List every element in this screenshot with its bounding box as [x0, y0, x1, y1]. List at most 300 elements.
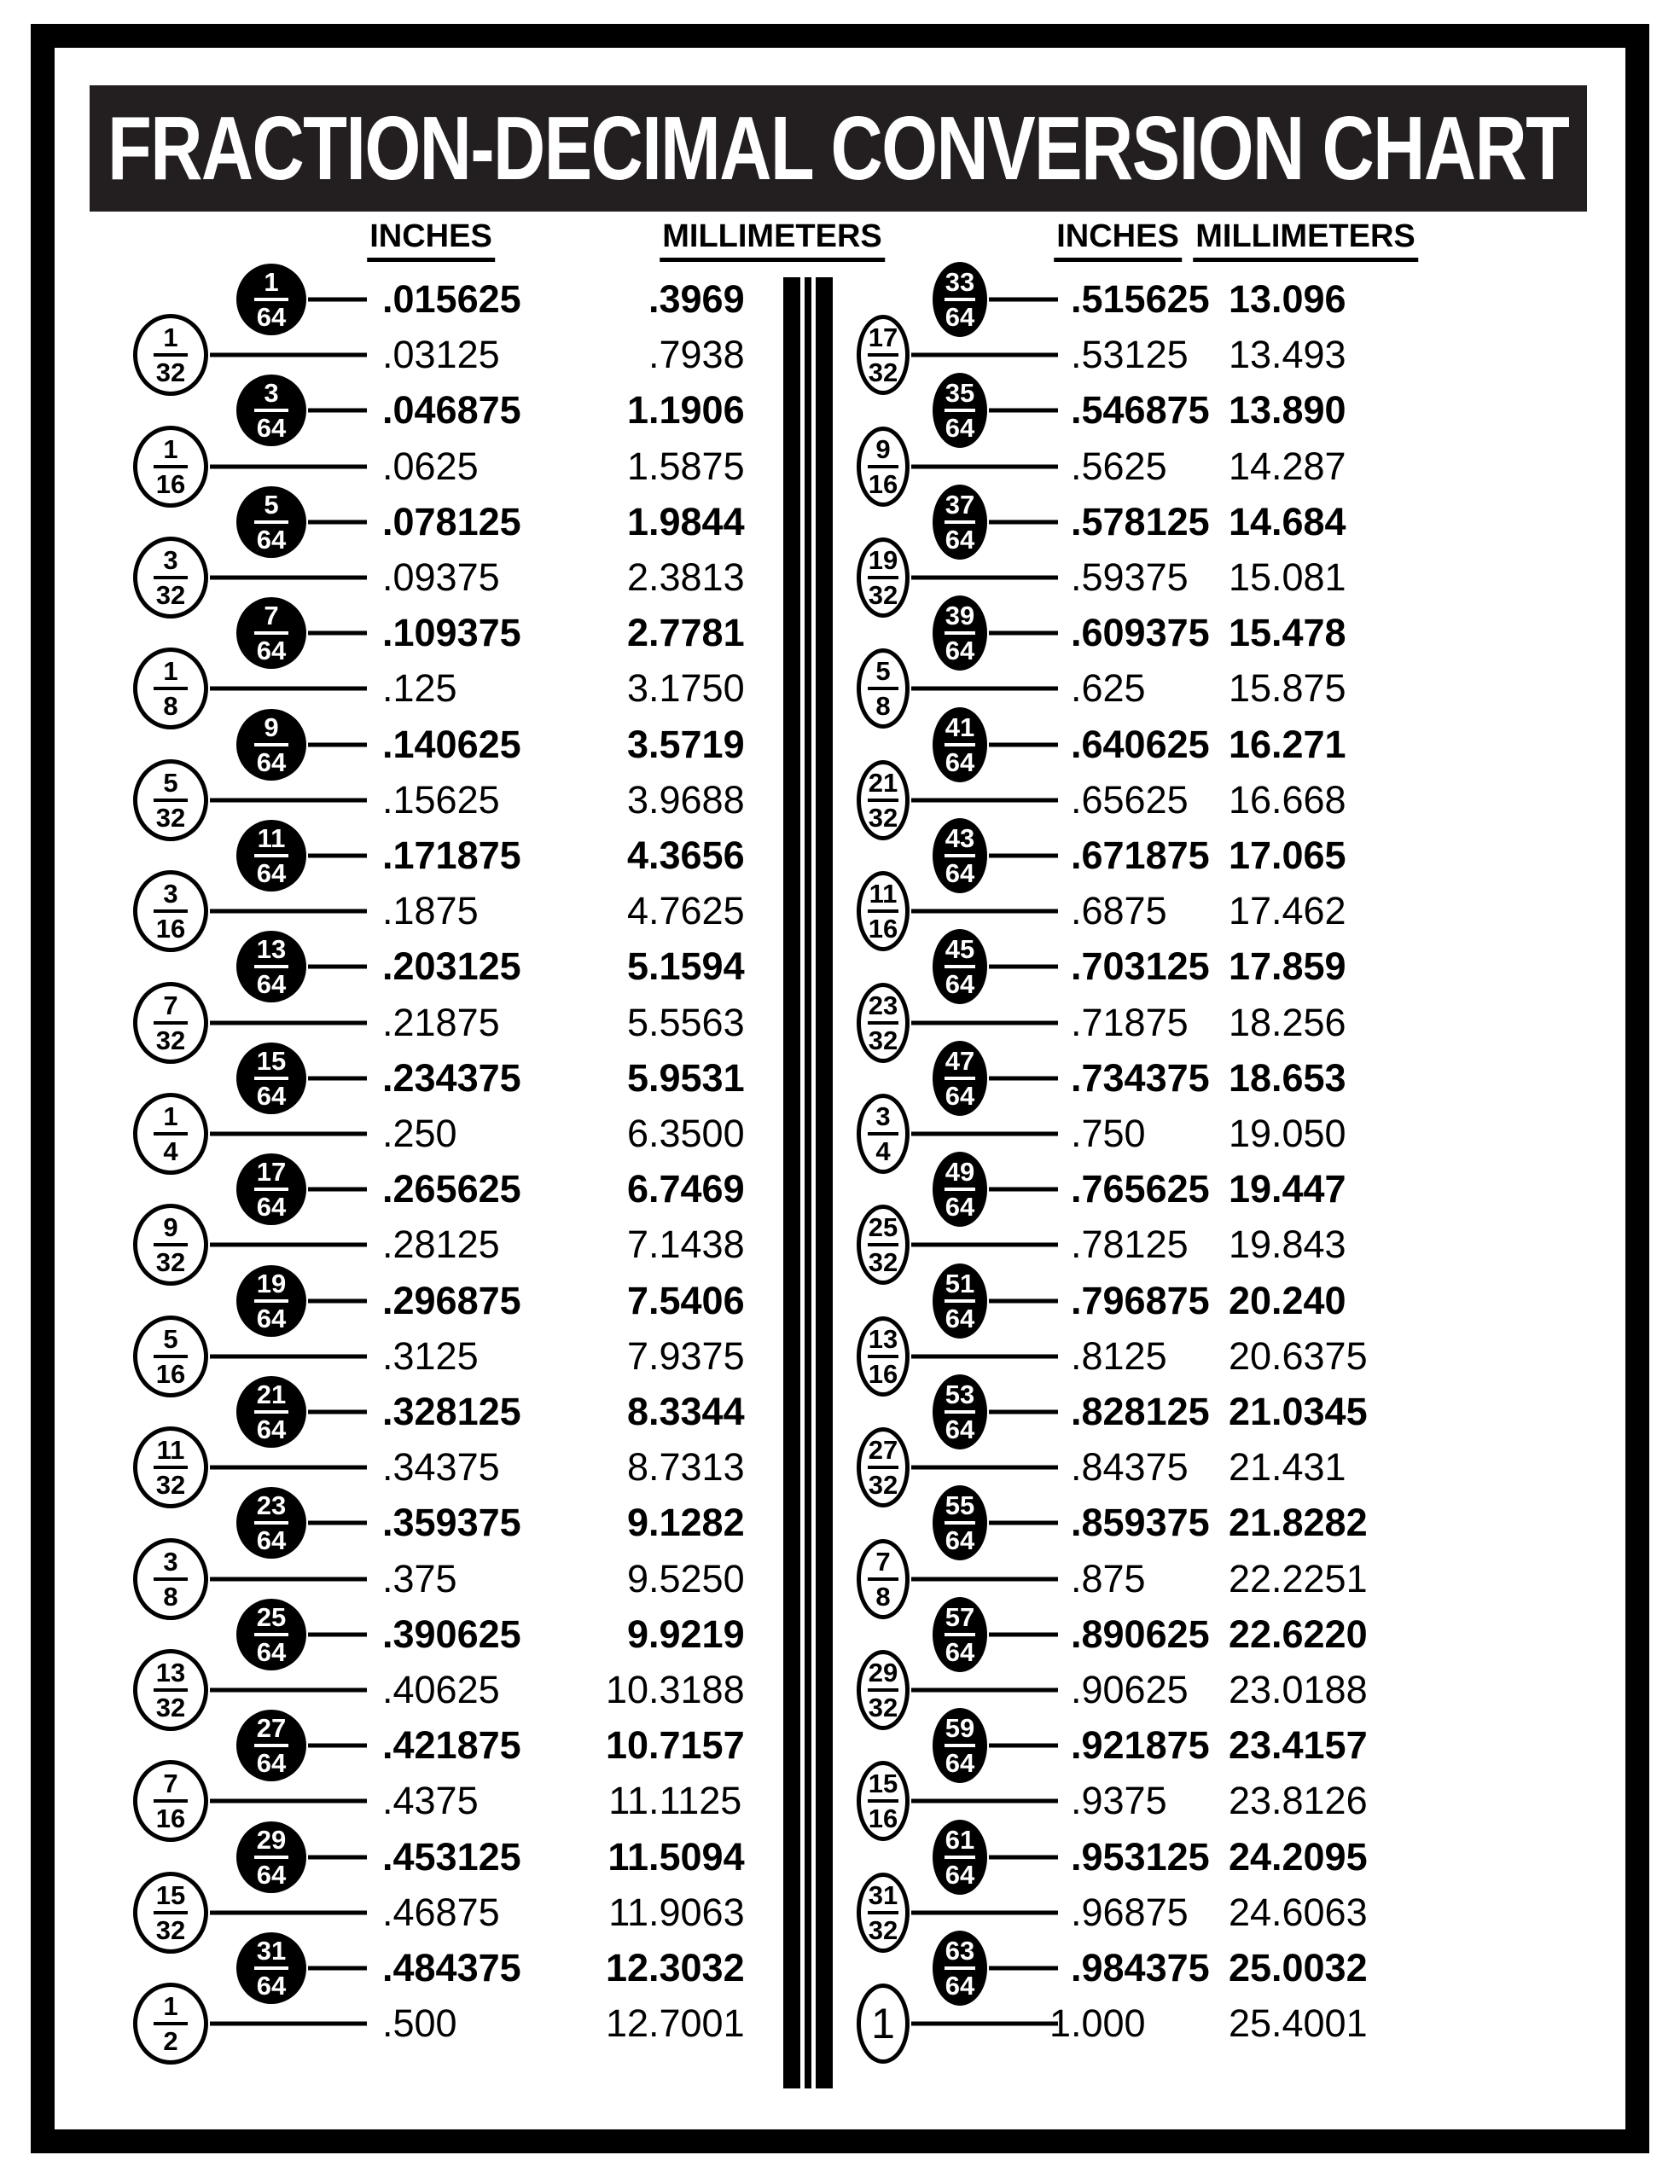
fraction-denominator: 64: [256, 1748, 287, 1779]
mm-value: 25 .4001: [1228, 2001, 1368, 2046]
fraction-numerator: 33: [945, 267, 975, 297]
inches-value: .03125: [382, 333, 500, 377]
fraction-numerator: 61: [945, 1824, 975, 1855]
fraction-denominator: 4: [163, 1136, 178, 1166]
fraction-denominator: 64: [256, 413, 287, 444]
fraction-denominator: 64: [945, 1636, 975, 1667]
mm-value: 3 .1750: [626, 666, 745, 711]
mm-value-integer-part: 19: [1228, 1167, 1271, 1211]
inches-value: .296875: [382, 1278, 521, 1322]
fraction-numerator: 15: [868, 1769, 898, 1799]
fraction-numerator: 13: [155, 1658, 186, 1687]
fraction-bar: [868, 687, 898, 690]
mm-value: 1 .5875: [626, 444, 745, 488]
fraction-numerator: 7: [264, 601, 279, 631]
fraction-numerator: 1: [163, 656, 178, 687]
connector-line: [911, 1020, 1058, 1025]
fraction-denominator: 32: [868, 357, 898, 388]
fraction-denominator: 64: [256, 302, 287, 332]
fraction-numerator: 21: [868, 767, 898, 798]
connector-line: [911, 909, 1058, 914]
fraction-bar: [868, 1466, 898, 1469]
mm-value: 7 .9375: [626, 1333, 745, 1378]
fraction-denominator: 32: [155, 1247, 186, 1278]
mm-value-integer-part: 5: [626, 1000, 648, 1044]
fraction-bar: [868, 353, 898, 357]
fraction-denominator: 32: [868, 580, 898, 610]
fraction-denominator: 32: [868, 802, 898, 833]
fraction-numerator: 19: [256, 1268, 287, 1298]
fraction-bar: [868, 1799, 898, 1803]
mm-value: .3969: [648, 277, 745, 321]
fraction-numerator: 9: [875, 433, 891, 464]
inches-value: .796875: [1071, 1278, 1210, 1322]
fraction-denominator: 32: [868, 1470, 898, 1501]
mm-value-integer-part: 11: [608, 1779, 648, 1823]
inches-value: .46875: [382, 1890, 500, 1934]
fraction-bar: [945, 1077, 975, 1080]
inches-value: .265625: [382, 1167, 521, 1211]
inches-value: .0625: [382, 444, 479, 488]
mm-value-integer-part: 7: [626, 1333, 648, 1378]
fraction-denominator: 64: [945, 1303, 975, 1333]
fraction-numerator: 59: [945, 1713, 975, 1744]
fraction-denominator: 64: [256, 636, 287, 666]
mm-value: 7 .5406: [626, 1278, 745, 1322]
inches-value: .21875: [382, 1000, 500, 1044]
fraction-bar: [868, 799, 898, 802]
fraction-numerator: 25: [868, 1212, 898, 1243]
inches-value: .109375: [382, 611, 521, 655]
mm-value-integer-part: 3: [626, 666, 648, 711]
connector-line: [911, 353, 1058, 357]
fraction-numerator: 3: [163, 879, 178, 909]
fraction-numerator: 1: [163, 1101, 178, 1131]
fraction-numerator: 9: [264, 712, 279, 742]
inches-value: .765625: [1071, 1167, 1210, 1211]
fraction-denominator: 64: [256, 1303, 287, 1333]
inches-value: .65625: [1071, 777, 1189, 822]
fraction-denominator: 64: [945, 858, 975, 888]
fraction-denominator: 16: [155, 468, 186, 499]
fraction-numerator: 17: [868, 322, 898, 353]
inches-value: .53125: [1071, 333, 1189, 377]
inches-value: .421875: [382, 1723, 521, 1768]
fraction-bar: [868, 909, 898, 913]
mm-value: 18 .653: [1228, 1055, 1346, 1100]
fraction-bar: [945, 1633, 975, 1636]
fraction-numerator: 31: [256, 1936, 287, 1966]
fraction-numerator: 51: [945, 1268, 975, 1298]
mm-value: 17 .065: [1228, 834, 1346, 877]
inches-value: .625: [1071, 666, 1146, 711]
fraction-denominator: 64: [945, 1748, 975, 1779]
fraction-denominator: 32: [155, 1470, 186, 1501]
fraction-numerator: 5: [875, 656, 891, 687]
mm-value-integer-part: 10: [605, 1668, 648, 1711]
mm-value-integer-part: 12: [605, 2001, 648, 2046]
mm-value-integer-part: 24: [1228, 1834, 1271, 1879]
mm-value-integer-part: 4: [626, 834, 648, 877]
fraction-numerator: 17: [256, 1157, 287, 1188]
mm-value: 11 .5094: [607, 1834, 745, 1879]
connector-line: [911, 1466, 1058, 1470]
connector-line: [989, 1632, 1058, 1636]
fraction-bar: [945, 965, 975, 968]
fraction-bar: [945, 1856, 975, 1859]
fraction-numerator: 41: [945, 712, 975, 742]
fraction-numerator: 7: [875, 1546, 891, 1577]
mm-value-integer-part: 18: [1228, 1055, 1271, 1100]
mm-value: 11 .9063: [608, 1890, 745, 1934]
inches-value: .750: [1071, 1112, 1146, 1155]
inches-value: .609375: [1071, 611, 1210, 655]
fraction-denominator: 64: [945, 1414, 975, 1444]
mm-value: 14 .287: [1228, 444, 1346, 488]
mm-value: 14 .684: [1228, 499, 1346, 543]
mm-value-integer-part: 20: [1228, 1278, 1271, 1322]
mm-value-integer-part: 7: [626, 1223, 648, 1267]
fraction-numerator: 57: [945, 1601, 975, 1632]
mm-value: 21 .431: [1228, 1445, 1346, 1490]
mm-value: 16 .271: [1228, 722, 1346, 766]
fraction-denominator: 8: [163, 1581, 178, 1612]
fraction-numerator: 55: [945, 1490, 975, 1521]
mm-value-integer-part: 23: [1228, 1779, 1271, 1823]
fraction-denominator: 64: [256, 1080, 287, 1111]
fraction-bar: [945, 298, 975, 301]
title-band: [90, 85, 1587, 212]
inches-value: .71875: [1071, 1000, 1189, 1044]
inches-value: .9375: [1071, 1779, 1167, 1823]
inches-value-integer-part: 1: [1049, 2001, 1071, 2046]
fraction-numerator: 29: [868, 1658, 898, 1687]
mm-value-integer-part: 1: [626, 499, 648, 543]
fraction-denominator: 64: [945, 413, 975, 444]
fraction-numerator: 1: [264, 267, 279, 297]
inches-value: .8125: [1071, 1333, 1167, 1378]
mm-value-integer-part: 23: [1228, 1668, 1271, 1711]
inches-value: .640625: [1071, 722, 1210, 766]
fraction-denominator: 4: [875, 1136, 891, 1166]
fraction-denominator: 64: [256, 746, 287, 777]
fraction-bar: [868, 1577, 898, 1581]
inches-value: 1 .000: [1049, 2001, 1146, 2046]
connector-line: [989, 854, 1058, 858]
mm-value: 10 .7157: [605, 1723, 745, 1768]
inches-value: .890625: [1071, 1612, 1210, 1656]
mm-value-integer-part: 15: [1228, 611, 1271, 655]
inches-value: .40625: [382, 1668, 500, 1711]
inches-value: .234375: [382, 1055, 521, 1100]
fraction-numerator: 3: [163, 545, 178, 575]
connector-line: [989, 298, 1058, 302]
fraction-denominator: 64: [945, 1525, 975, 1556]
mm-value-integer-part: 7: [626, 1278, 648, 1322]
fraction-denominator: 16: [868, 1358, 898, 1389]
fraction-bar: [868, 1243, 898, 1246]
inches-value: .125: [382, 666, 457, 711]
mm-value: 18 .256: [1228, 1000, 1346, 1044]
mm-value: 5 .1594: [626, 944, 745, 989]
fraction-denominator: 64: [945, 1971, 975, 2001]
mm-value: 1 .1906: [626, 388, 745, 433]
inches-value: .5625: [1071, 444, 1167, 488]
mm-value-integer-part: 3: [626, 722, 648, 766]
mm-value: 12 .3032: [605, 1946, 745, 1989]
mm-value: 12 .7001: [605, 2001, 745, 2046]
fraction-numerator: 49: [945, 1157, 975, 1188]
mm-value: 17 .462: [1228, 889, 1346, 933]
fraction-numerator: 13: [256, 934, 287, 965]
fraction-bar: [945, 520, 975, 524]
mm-value: 10 .3188: [605, 1668, 745, 1711]
mm-value-integer-part: 16: [1228, 722, 1271, 766]
fraction-numerator: 31: [868, 1879, 898, 1910]
inches-value: .484375: [382, 1946, 521, 1989]
connector-line: [911, 1799, 1058, 1804]
mm-value: 9 .1282: [626, 1501, 745, 1545]
fraction-denominator: 16: [868, 1804, 898, 1834]
mm-value: 9 .9219: [626, 1612, 745, 1656]
mm-value: 6 .3500: [626, 1112, 745, 1155]
connector-line: [911, 1354, 1058, 1358]
mm-value: 13 .493: [1228, 333, 1346, 377]
mm-value: 4 .7625: [626, 889, 745, 933]
inches-value: .390625: [382, 1612, 521, 1656]
fraction-denominator: 16: [155, 1358, 186, 1389]
inches-value: .500: [382, 2001, 457, 2046]
connector-line: [989, 965, 1058, 969]
inches-value: .140625: [382, 722, 521, 766]
fraction-numerator: 23: [256, 1490, 287, 1521]
connector-line: [911, 1688, 1058, 1693]
mm-value: 5 .5563: [626, 1000, 745, 1044]
fraction-bar: [945, 1521, 975, 1525]
connector-line: [989, 1188, 1058, 1192]
fraction-numerator: 47: [945, 1045, 975, 1076]
mm-value-integer-part: 17: [1228, 889, 1271, 933]
fraction-numerator: 1: [163, 433, 178, 464]
mm-value: 3 .5719: [626, 722, 745, 766]
mm-value: 7 .1438: [626, 1223, 745, 1267]
fraction-numerator: 7: [163, 990, 178, 1020]
mm-value: 15 .875: [1228, 666, 1346, 711]
mm-value: 13 .096: [1228, 277, 1346, 321]
whole-number: 1: [871, 2000, 895, 2048]
connector-line: [911, 464, 1058, 468]
fraction-numerator: 3: [875, 1101, 891, 1131]
fraction-numerator: 11: [257, 823, 286, 853]
connector-line: [989, 1521, 1058, 1525]
connector-line: [989, 520, 1058, 524]
connector-line: [989, 1744, 1058, 1748]
inches-value: .375: [382, 1556, 457, 1600]
mm-value-integer-part: 9: [626, 1612, 648, 1656]
fraction-denominator: 64: [945, 636, 975, 666]
fraction-denominator: 8: [875, 1581, 891, 1612]
inches-value: .09375: [382, 555, 500, 599]
fraction-numerator: 25: [256, 1601, 287, 1632]
millimeters-header-left: MILLIMETERS: [660, 218, 885, 262]
mm-value: 22 .2251: [1228, 1556, 1368, 1600]
fraction-denominator: 32: [868, 1247, 898, 1278]
mm-value-integer-part: 13: [1228, 277, 1271, 321]
mm-value-integer-part: 17: [1228, 944, 1271, 989]
fraction-bar: [868, 576, 898, 579]
mm-value: 24 .2095: [1228, 1834, 1368, 1879]
mm-value: 21 .8282: [1228, 1501, 1368, 1545]
fraction-bar: [868, 465, 898, 468]
fraction-denominator: 32: [155, 1693, 186, 1722]
fraction-numerator: 5: [163, 1323, 178, 1354]
connector-line: [989, 409, 1058, 413]
inches-value: .734375: [1071, 1055, 1210, 1100]
fraction-bar: [868, 1911, 898, 1914]
fraction-denominator: 64: [945, 302, 975, 332]
fraction-denominator: 64: [256, 1192, 287, 1223]
inches-value: .078125: [382, 499, 521, 543]
fraction-denominator: 32: [868, 1693, 898, 1722]
connector-line: [911, 687, 1058, 691]
inches-value: .671875: [1071, 834, 1210, 877]
mm-value: 6 .7469: [626, 1167, 745, 1211]
fraction-denominator: 64: [945, 524, 975, 555]
inches-value: .171875: [382, 834, 521, 877]
fraction-numerator: 53: [945, 1380, 975, 1409]
mm-value: 23 .0188: [1228, 1668, 1368, 1711]
inches-value: .4375: [382, 1779, 479, 1823]
mm-value: 13 .890: [1228, 388, 1346, 433]
mm-value: 22 .6220: [1228, 1612, 1368, 1656]
fraction-denominator: 32: [868, 1025, 898, 1055]
mm-value-integer-part: 8: [626, 1445, 648, 1490]
millimeters-header-right: MILLIMETERS: [1193, 218, 1418, 262]
mm-value: 17 .859: [1228, 944, 1346, 989]
inches-value: .3125: [382, 1333, 479, 1378]
fraction-numerator: 27: [868, 1435, 898, 1466]
fraction-denominator: 64: [256, 1414, 287, 1444]
fraction-bar: [945, 1410, 975, 1414]
mm-value: 19 .050: [1228, 1112, 1346, 1155]
mm-value-integer-part: 6: [626, 1167, 648, 1211]
fraction-denominator: 64: [256, 858, 287, 888]
mm-value-integer-part: 4: [626, 889, 648, 933]
fraction-bar: [945, 1966, 975, 1970]
fraction-denominator: 32: [155, 580, 186, 610]
connector-line: [911, 798, 1058, 802]
fraction-numerator: 37: [945, 489, 975, 520]
fraction-numerator: 11: [869, 879, 898, 909]
mm-value-integer-part: 11: [608, 1890, 648, 1934]
fraction-denominator: 32: [155, 1025, 186, 1055]
fraction-bar: [945, 631, 975, 635]
fraction-denominator: 8: [163, 691, 178, 722]
mm-value-integer-part: 23: [1228, 1723, 1271, 1768]
fraction-bar: [868, 1132, 898, 1136]
connector-line: [911, 1577, 1058, 1581]
mm-value-integer-part: 16: [1228, 777, 1271, 822]
fraction-numerator: 15: [155, 1879, 186, 1910]
inches-value: .046875: [382, 388, 521, 433]
mm-value: 5 .9531: [626, 1055, 745, 1100]
fraction-numerator: 9: [163, 1212, 178, 1243]
conversion-row: [0, 1983, 1680, 2065]
mm-value-integer-part: 5: [626, 1055, 648, 1100]
inches-value: .859375: [1071, 1501, 1210, 1545]
inches-value: .703125: [1071, 944, 1210, 989]
mm-value-integer-part: 3: [626, 777, 648, 822]
mm-value-integer-part: 14: [1228, 444, 1271, 488]
mm-value-integer-part: 25: [1228, 1946, 1271, 1989]
connector-line: [989, 631, 1058, 636]
mm-value: 19 .843: [1228, 1223, 1346, 1267]
inches-value: .59375: [1071, 555, 1189, 599]
inches-value: .328125: [382, 1390, 521, 1433]
inches-value: .359375: [382, 1501, 521, 1545]
fraction-bar: [945, 1299, 975, 1303]
connector-line: [911, 2022, 1058, 2026]
mm-value-integer-part: 12: [605, 1946, 648, 1989]
mm-value-integer-part: 22: [1228, 1556, 1271, 1600]
mm-value: 19 .447: [1228, 1167, 1346, 1211]
fraction-bar: [945, 1188, 975, 1191]
inches-header-right: INCHES: [1054, 218, 1182, 262]
connector-line: [911, 1243, 1058, 1247]
mm-value-integer-part: 21: [1228, 1501, 1271, 1545]
fraction-bar: [945, 409, 975, 412]
fraction-denominator: 8: [875, 691, 891, 722]
fraction-bar: [868, 1355, 898, 1358]
fraction-denominator: 2: [163, 2026, 178, 2057]
mm-value-integer-part: 22: [1228, 1612, 1271, 1656]
fraction-bar: [868, 1021, 898, 1025]
inches-header-left: INCHES: [367, 218, 495, 262]
fraction-denominator: 32: [155, 1914, 186, 1945]
fraction-numerator: 3: [264, 378, 279, 409]
mm-value: 20 .240: [1228, 1278, 1346, 1322]
mm-value: 15 .081: [1228, 555, 1346, 599]
inches-value: .875: [1071, 1556, 1146, 1600]
fraction-denominator: 64: [945, 1080, 975, 1111]
mm-value: 16 .668: [1228, 777, 1346, 822]
fraction-bar: [868, 1688, 898, 1692]
inches-value: .953125: [1071, 1834, 1210, 1879]
mm-value-integer-part: 17: [1228, 834, 1271, 877]
connector-line: [911, 576, 1058, 580]
inches-value: .15625: [382, 777, 500, 822]
mm-value-integer-part: 1: [626, 444, 648, 488]
fraction-numerator: 43: [945, 823, 975, 853]
inches-value: .453125: [382, 1834, 521, 1879]
mm-value: 11 .1125: [608, 1779, 742, 1823]
mm-value-integer-part: 19: [1228, 1112, 1271, 1155]
mm-value: 21 .0345: [1228, 1390, 1368, 1433]
connector-line: [911, 1910, 1058, 1914]
connector-line: [989, 742, 1058, 746]
fraction-denominator: 16: [155, 1804, 186, 1834]
fraction-numerator: 39: [945, 601, 975, 631]
inches-value: .84375: [1071, 1445, 1189, 1490]
mm-value-integer-part: 9: [626, 1501, 648, 1545]
fraction-numerator: 35: [945, 378, 975, 409]
mm-value: 25 .0032: [1228, 1946, 1368, 1989]
fraction-badge: [857, 1984, 910, 2064]
mm-value: .7938: [648, 333, 745, 377]
connector-line: [989, 1966, 1058, 1971]
fraction-denominator: 64: [945, 1859, 975, 1890]
inches-value: .1875: [382, 889, 479, 933]
